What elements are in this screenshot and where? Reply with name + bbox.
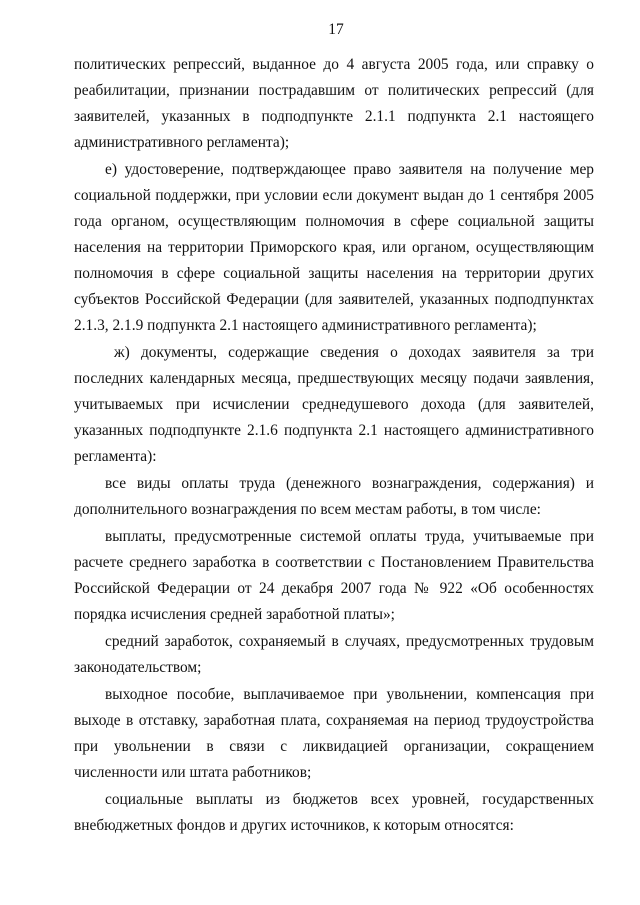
paragraph-item-e-certificate: е) удостоверение, подтверждающее право заявителя на получение мер социальной поддержки, при условии если документ выдан до 1 сентября 2005 года органом, осуществляющим полномочия в сфере социальной защиты населения на территории Приморского края, или органом, осуществляющим полномочия в сфере социальной защиты населения на территории других субъектов Российской Федерации (для заявителей, указанных подподпунктах 2.1.3, 2.1.9 подпункта 2.1 настоящего административного регламента); [74, 161, 594, 334]
paragraph-item-zh-income-documents: ж) документы, содержащие сведения о доходах заявителя за три последних календарных месяца, предшествующих месяцу подачи заявления, учитываемых при исчислении среднедушевого дохода (для заявителей, указанных подподпункте 2.1.6 подпункта 2.1 настоящего административного регламента): [74, 344, 594, 465]
paragraph-severance-pay: выходное пособие, выплачиваемое при увольнении, компенсация при выходе в отставку, заработная плата, сохраняемая на период трудоустройства при увольнении в связи с ликвидацией организации, сокращением численности или штата работников; [74, 686, 594, 781]
paragraph-average-earnings: средний заработок, сохраняемый в случаях, предусмотренных трудовым законодательством; [74, 633, 594, 676]
document-body [74, 52, 594, 839]
paragraph-continuation-repressions: политических репрессий, выданное до 4 августа 2005 года, или справку о реабилитации, признании пострадавшим от политических репрессий (для заявителей, указанных в подподпункте 2.1.1 подпункта 2.1 настоящего административного регламента); [74, 56, 594, 151]
paragraph-all-payment-types: все виды оплаты труда (денежного вознаграждения, содержания) и дополнительного вознаграждения по всем местам работы, в том числе: [74, 475, 594, 518]
paragraph-social-payments: социальные выплаты из бюджетов всех уровней, государственных внебюджетных фондов и других источников, к которым относятся: [74, 791, 594, 834]
paragraph-wage-system-payments: выплаты, предусмотренные системой оплаты труда, учитываемые при расчете среднего заработка в соответствии с Постановлением Правительства Российской Федерации от 24 декабря 2007 года № 922 «Об особенностях порядка исчисления средней заработной платы»; [74, 528, 594, 623]
page-number: 17 [328, 21, 344, 38]
